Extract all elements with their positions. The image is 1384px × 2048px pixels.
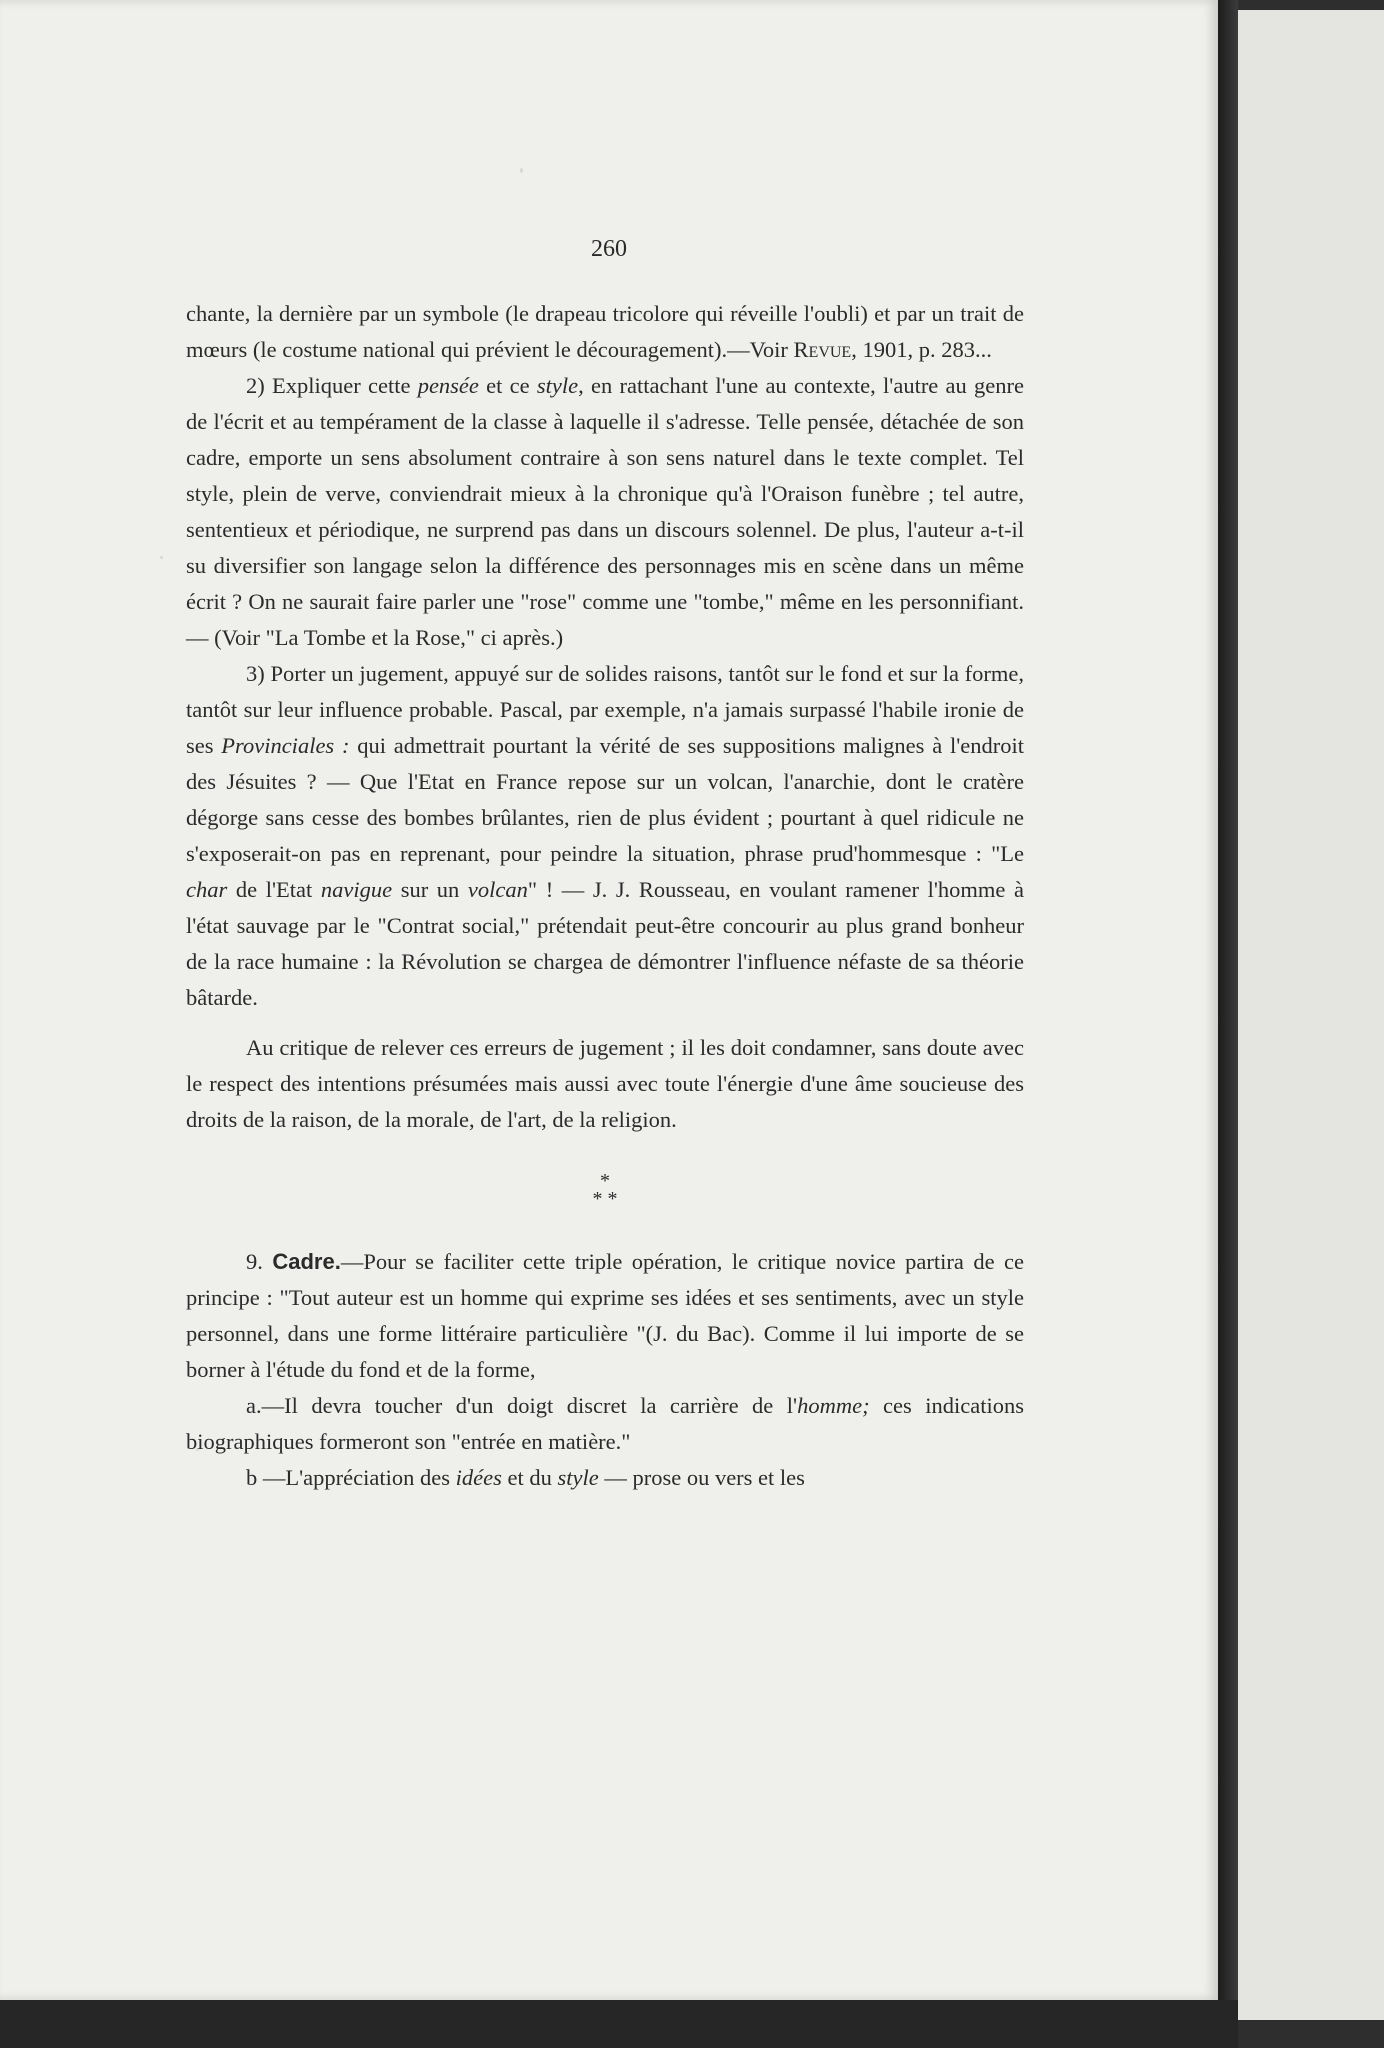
body-paragraphs (186, 296, 1024, 1138)
paragraph (186, 1030, 1024, 1138)
facing-page-edge (1238, 10, 1384, 2020)
asterism-separator (186, 1172, 1024, 1208)
text-run: chante, la dernière par un symbole (le drapeau tricolore qui réveille l'oubli) et par un trait de mœurs (le costume national qui prévient le découragement).—Voir (186, 301, 1024, 362)
section-cadre (186, 1244, 1024, 1496)
italic-text: idées (455, 1465, 502, 1490)
small-caps-text: Revue (793, 337, 852, 362)
italic-text: pensée (417, 373, 479, 398)
text-run: " ! — J. J. Rousseau, en voulant ramener l'homme à l'état sauvage par le "Contrat social," prétendait peut-être concourir au plus grand bonheur de la race humaine : la Révolution se chargea de démontrer l'influence néfaste de sa théorie bâtarde. (186, 877, 1024, 1010)
text-run: de l'Etat (227, 877, 321, 902)
section-number: 9. (246, 1249, 273, 1274)
body-text (186, 296, 1024, 1496)
text-run: , 1901, p. 283... (851, 337, 992, 362)
page-number: 260 (591, 236, 627, 262)
text-run: , en rattachant l'une au contexte, l'autre au genre de l'écrit et au tempérament de la classe à laquelle il s'adresse. Telle pensée, détachée de son cadre, emporte un sens absolument contraire à son sens naturel dans le texte complet. Tel style, plein de verve, conviendrait mieux à la chronique qu'à l'Oraison funèbre ; tel autre, sententieux et périodique, ne surprend pas dans un discours solennel. De plus, l'auteur a-t-il su diversifier son langage selon la différence des personnages mis en scène dans un même écrit ? On ne saurait faire parler une "rose" comme une "tombe," même en les personnifiant. — (Voir "La Tombe et la Rose," ci après.) (186, 373, 1024, 650)
paragraph (186, 296, 1024, 368)
italic-text: style (557, 1465, 599, 1490)
paragraph (186, 368, 1024, 656)
text-run: 2) Expliquer cette (246, 373, 418, 398)
italic-text: homme; (797, 1393, 870, 1418)
text-run: b —L'appréciation des (246, 1465, 456, 1490)
text-run: Au critique de relever ces erreurs de jugement ; il les doit condamner, sans doute avec le respect des intentions présumées mais aussi avec toute l'énergie d'une âme soucieuse des droits de la raison, de la morale, de l'art, de la religion. (186, 1035, 1024, 1132)
paragraph (186, 1244, 1024, 1388)
italic-text: Provinciales : (221, 733, 350, 758)
text-run: —Pour se faciliter cette triple opération, le critique novice partira de ce principe : "Tout auteur est un homme qui exprime ses idées et ses sentiments, avec un style personnel, dans une forme littéraire particulière "(J. du Bac). Comme il lui importe de se borner à l'étude du fond et de la forme, (186, 1249, 1025, 1382)
italic-text: style (536, 373, 579, 398)
text-run: a.—Il devra toucher d'un doigt discret la carrière de l' (246, 1393, 798, 1418)
paragraph (186, 1388, 1024, 1460)
text-run: qui admettrait pourtant la vérité de ses suppositions malignes à l'endroit des Jésuites ? — Que l'Etat en France repose sur un volcan, l'anarchie, dont le cratère dégorge sans cesse des bombes brûlantes, rien de plus évident ; pourtant à quel ridicule ne s'exposerait-on pas en reprenant, pour peindre la situation, phrase prud'hommesque : "Le (186, 733, 1025, 866)
paragraph (186, 656, 1024, 1016)
text-run: ces indications biographiques formeront son "entrée en matière." (186, 1393, 1024, 1454)
asterism-top: * (600, 1170, 610, 1192)
scan-bottom-edge (0, 2000, 1238, 2048)
text-run: et ce (478, 373, 537, 398)
asterism-bottom: * * (592, 1188, 618, 1210)
text-run: et du (501, 1465, 558, 1490)
italic-text: volcan (467, 877, 528, 902)
text-run: 3) Porter un jugement, appuyé sur de solides raisons, tantôt sur le fond et sur la forme, tantôt sur leur influence probable. Pascal, par exemple, n'a jamais surpassé l'habile ironie de ses (186, 661, 1024, 758)
book-spine (1218, 0, 1238, 2048)
text-run: — prose ou vers et les (598, 1465, 805, 1490)
italic-text: char (186, 877, 228, 902)
section-heading: Cadre. (272, 1249, 341, 1274)
paper-fleck (160, 556, 163, 559)
italic-text: navigue (320, 877, 393, 902)
paragraph (186, 1460, 1024, 1496)
paper-fleck (520, 168, 523, 173)
text-run: sur un (392, 877, 468, 902)
